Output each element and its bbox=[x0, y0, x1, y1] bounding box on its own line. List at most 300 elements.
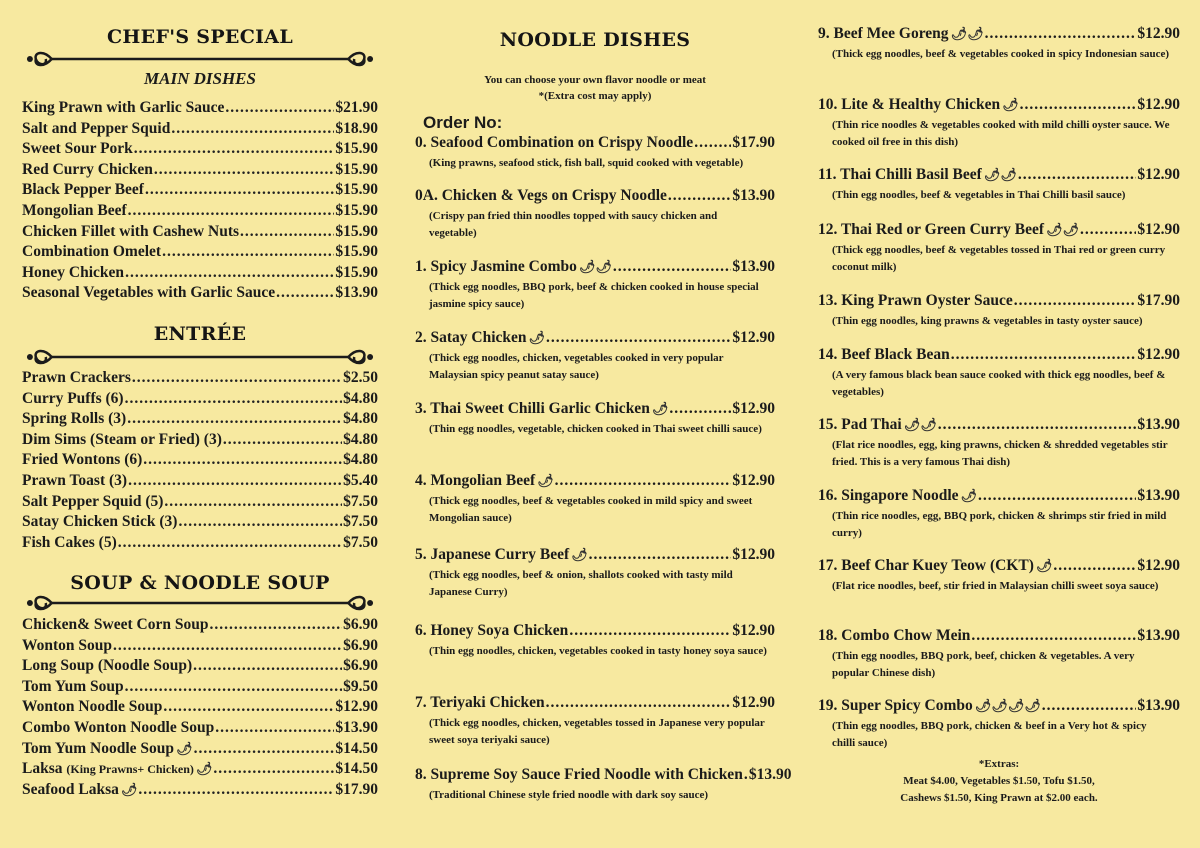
noodle-item bbox=[415, 134, 775, 172]
item-price: $17.90 bbox=[1137, 292, 1180, 309]
item-price: $15.90 bbox=[335, 202, 378, 219]
item-name bbox=[22, 181, 144, 199]
item-price: $13.90 bbox=[732, 258, 775, 275]
item-name: 1. Spicy Jasmine Combo bbox=[415, 258, 577, 275]
item-name bbox=[22, 637, 112, 655]
column-right bbox=[818, 0, 1180, 848]
item-price: $7.50 bbox=[343, 533, 378, 551]
leader-dots bbox=[546, 694, 732, 712]
item-description: (Thick egg noodles, chicken, vegetables tossed in Japanese very popular sweet soya teriyaki sauce) bbox=[429, 717, 765, 746]
item-name-text: Wonton Noodle Soup bbox=[22, 698, 163, 716]
item-description: (Thick egg noodles, BBQ pork, beef & chicken cooked in house special jasmine spicy sauce) bbox=[429, 281, 759, 310]
menu-item bbox=[22, 760, 378, 780]
leader-dots bbox=[145, 181, 334, 199]
noodle-item-line bbox=[415, 546, 775, 564]
item-name-text: Wonton Soup bbox=[22, 636, 113, 654]
noodle-item bbox=[818, 292, 1180, 330]
leader-dots bbox=[178, 513, 342, 531]
menu-item bbox=[22, 181, 378, 201]
ornamental-scroll-icon bbox=[22, 48, 378, 70]
noodle-item bbox=[415, 258, 775, 313]
noodle-item bbox=[818, 487, 1180, 542]
chili-icon: 🌶 bbox=[176, 740, 193, 756]
item-name: 0A. Chicken & Vegs on Crispy Noodle bbox=[415, 187, 667, 204]
noodle-item-line bbox=[818, 166, 1180, 184]
noodle-item-line bbox=[415, 472, 775, 490]
leader-dots bbox=[569, 622, 731, 640]
chili-icon: 🌶 bbox=[571, 547, 588, 562]
item-price: $13.90 bbox=[335, 284, 378, 302]
leader-dots bbox=[613, 258, 731, 276]
chili-icon: 🌶 bbox=[1002, 97, 1019, 112]
item-name-text: Curry Puffs (6) bbox=[22, 389, 124, 407]
item-price: $6.90 bbox=[343, 616, 378, 633]
menu-item bbox=[22, 223, 378, 243]
leader-dots bbox=[668, 187, 731, 205]
item-name bbox=[22, 161, 153, 179]
item-name: 16. Singapore Noodle bbox=[818, 487, 959, 504]
item-name bbox=[22, 740, 174, 758]
extras-title: *Extras: bbox=[978, 758, 1020, 770]
menu-item bbox=[22, 202, 378, 222]
ornamental-scroll-icon bbox=[22, 346, 378, 368]
menu-item bbox=[22, 390, 378, 410]
item-price: $14.50 bbox=[335, 760, 378, 778]
item-name: 2. Satay Chicken bbox=[415, 329, 527, 346]
item-name: 4. Mongolian Beef bbox=[415, 472, 536, 489]
item-name-text: Long Soup (Noodle Soup) bbox=[22, 657, 193, 675]
leader-dots bbox=[213, 760, 334, 778]
noodle-item-line bbox=[818, 25, 1180, 43]
item-description: (Thick egg noodles, chicken, vegetables cooked in very popular Malaysian spicy peanut satay sauce) bbox=[429, 352, 724, 381]
item-price: $12.90 bbox=[732, 472, 775, 489]
item-name bbox=[22, 120, 170, 138]
menu-item bbox=[22, 781, 378, 801]
item-name-text: Spring Rolls (3) bbox=[22, 410, 127, 428]
item-name: 10. Lite & Healthy Chicken bbox=[818, 96, 1001, 113]
menu-item bbox=[22, 161, 378, 181]
item-price: $13.90 bbox=[335, 719, 378, 736]
noodle-item bbox=[818, 697, 1180, 752]
noodle-item-line bbox=[818, 487, 1180, 505]
item-price: $12.90 bbox=[1137, 221, 1180, 238]
item-name: 12. Thai Red or Green Curry Beef bbox=[818, 221, 1045, 238]
leader-dots bbox=[971, 627, 1136, 645]
item-price: $15.90 bbox=[335, 181, 378, 199]
leader-dots bbox=[125, 678, 342, 696]
item-name-text: Satay Chicken Stick (3) bbox=[22, 513, 178, 531]
leader-dots bbox=[127, 410, 342, 428]
item-note: (King Prawns+ Chicken) bbox=[66, 762, 194, 777]
item-price: $12.90 bbox=[732, 400, 775, 417]
leader-dots bbox=[164, 493, 342, 511]
item-name bbox=[22, 534, 117, 552]
item-name: 11. Thai Chilli Basil Beef bbox=[818, 166, 982, 183]
item-description: (Thin egg noodles, BBQ pork, chicken & beef in a Very hot & spicy chilli sauce) bbox=[832, 720, 1147, 749]
item-price: $17.90 bbox=[732, 134, 775, 151]
menu-item bbox=[22, 284, 378, 304]
item-description: (Thin rice noodles & vegetables cooked with mild chilli oyster sauce. We cooked oil free in this dish) bbox=[832, 119, 1170, 148]
item-name bbox=[22, 719, 214, 737]
item-description: (Thin egg noodles, BBQ pork, beef, chicken & vegetables. A very popular Chinese dish) bbox=[832, 650, 1135, 679]
item-price: $12.90 bbox=[1137, 557, 1180, 574]
item-name: 13. King Prawn Oyster Sauce bbox=[818, 292, 1013, 309]
main-dishes-subtitle: MAIN DISHES bbox=[144, 69, 256, 88]
item-price: $12.90 bbox=[1137, 346, 1180, 363]
item-description: (Flat rice noodles, beef, stir fried in Malaysian chilli sweet soya sauce) bbox=[832, 580, 1159, 592]
item-price: $13.90 bbox=[1137, 416, 1180, 433]
item-price: $12.90 bbox=[1137, 166, 1180, 183]
noodle-item-line bbox=[818, 557, 1180, 575]
noodle-item bbox=[415, 694, 775, 749]
item-price: $14.50 bbox=[335, 739, 378, 757]
leader-dots bbox=[938, 416, 1137, 434]
noodle-item-line bbox=[818, 416, 1180, 434]
item-price: $7.50 bbox=[343, 513, 378, 531]
noodle-item bbox=[818, 627, 1180, 682]
item-price: $4.80 bbox=[343, 389, 378, 407]
leader-dots bbox=[163, 698, 334, 716]
noodle-item-line bbox=[415, 766, 792, 784]
leader-dots bbox=[134, 140, 335, 158]
item-price: $12.90 bbox=[732, 622, 775, 639]
item-price: $12.90 bbox=[335, 698, 378, 716]
leader-dots bbox=[1053, 557, 1136, 575]
noodle-item-line bbox=[415, 187, 775, 205]
column-middle bbox=[415, 0, 792, 848]
item-price: $13.90 bbox=[1137, 487, 1180, 504]
item-description: (Flat rice noodles, egg, king prawns, chicken & shredded vegetables stir fried. This is a very famous Thai dish) bbox=[832, 439, 1168, 468]
item-description: (Thick egg noodles, beef & vegetables cooked in mild spicy and sweet Mongolian sauce) bbox=[429, 495, 753, 524]
item-name bbox=[22, 493, 163, 511]
item-description: (Thin egg noodles, vegetable, chicken cooked in Thai sweet chilli sauce) bbox=[429, 423, 762, 435]
item-name: 19. Super Spicy Combo bbox=[818, 697, 973, 714]
leader-dots bbox=[128, 472, 342, 490]
chili-icon: 🌶 bbox=[120, 781, 138, 797]
item-price: $9.50 bbox=[343, 677, 378, 695]
item-description: (Thin rice noodles, egg, BBQ pork, chicken & shrimps stir fried in mild curry) bbox=[832, 510, 1167, 539]
menu-item bbox=[22, 264, 378, 284]
noodle-item bbox=[818, 346, 1180, 401]
item-name bbox=[22, 390, 124, 408]
item-description: (King prawns, seafood stick, fish ball, squid cooked with vegetable) bbox=[429, 157, 744, 169]
leader-dots bbox=[240, 223, 334, 241]
leader-dots bbox=[125, 390, 343, 408]
item-name bbox=[22, 284, 275, 302]
extras-line-2: Cashews $1.50, King Prawn at $2.00 each. bbox=[900, 792, 1098, 804]
menu-item bbox=[22, 740, 378, 760]
item-price: $17.90 bbox=[335, 780, 378, 798]
leader-dots bbox=[1014, 292, 1137, 310]
noodle-item-line bbox=[818, 221, 1180, 239]
leader-dots bbox=[546, 329, 731, 347]
menu-item bbox=[22, 99, 378, 119]
item-name-text: Tom Yum Soup bbox=[22, 677, 124, 695]
item-price: $12.90 bbox=[732, 546, 775, 563]
chili-icon: 🌶 bbox=[537, 473, 554, 488]
item-name: 5. Japanese Curry Beef bbox=[415, 546, 570, 563]
chili-icon: 🌶 bbox=[195, 761, 213, 777]
item-description: (Crispy pan fried thin noodles topped with saucy chicken and vegetable) bbox=[429, 210, 718, 239]
leader-dots bbox=[125, 264, 334, 282]
noodle-item-line bbox=[415, 622, 775, 640]
item-name bbox=[22, 243, 161, 261]
extras-block bbox=[818, 756, 1180, 807]
item-price: $15.90 bbox=[335, 263, 378, 281]
item-price: $2.50 bbox=[343, 369, 378, 386]
item-name: 15. Pad Thai bbox=[818, 416, 902, 433]
item-name bbox=[22, 140, 133, 158]
item-description: (Thin egg noodles, beef & vegetables in Thai Chilli basil sauce) bbox=[832, 189, 1126, 201]
item-description: (Thick egg noodles, beef & vegetables tossed in Thai red or green curry coconut milk) bbox=[832, 244, 1166, 273]
menu-item bbox=[22, 410, 378, 430]
item-name: 0. Seafood Combination on Crispy Noodle bbox=[415, 134, 694, 151]
leader-dots bbox=[555, 472, 732, 490]
item-description: (A very famous black bean sauce cooked with thick egg noodles, beef & vegetables) bbox=[832, 369, 1166, 398]
item-price: $6.90 bbox=[343, 657, 378, 675]
column-left bbox=[22, 0, 378, 848]
item-description: (Thick egg noodles, beef & onion, shallots cooked with tasty mild Japanese Curry) bbox=[429, 569, 733, 598]
leader-dots bbox=[223, 431, 342, 449]
intro-line-2: *(Extra cost may apply) bbox=[538, 90, 652, 102]
noodle-item-line bbox=[818, 292, 1180, 310]
item-price: $12.90 bbox=[732, 694, 775, 711]
leader-dots bbox=[669, 400, 731, 418]
item-name bbox=[22, 760, 194, 778]
menu-item bbox=[22, 431, 378, 451]
noodle-item bbox=[415, 329, 775, 384]
item-name-text: Chicken Fillet with Cashew Nuts bbox=[22, 222, 240, 240]
menu-item bbox=[22, 657, 378, 677]
item-name: 17. Beef Char Kuey Teow (CKT) bbox=[818, 557, 1034, 574]
item-name-text: Dim Sims (Steam or Fried) (3) bbox=[22, 430, 222, 448]
menu-item bbox=[22, 534, 378, 554]
noodle-item-line bbox=[415, 134, 775, 152]
chili-icon: 🌶 bbox=[651, 401, 669, 416]
item-name-text: Combination Omelet bbox=[22, 243, 162, 261]
item-price: $4.80 bbox=[343, 451, 378, 469]
leader-dots bbox=[1018, 166, 1137, 184]
item-price: $4.80 bbox=[343, 410, 378, 428]
item-name bbox=[22, 410, 126, 428]
item-price: $6.90 bbox=[343, 636, 378, 654]
noodle-item bbox=[818, 557, 1180, 595]
item-description: (Thick egg noodles, beef & vegetables cooked in spicy Indonesian sauce) bbox=[832, 48, 1170, 60]
menu-item bbox=[22, 451, 378, 471]
menu-item bbox=[22, 140, 378, 160]
noodle-item bbox=[818, 96, 1180, 151]
item-name bbox=[22, 223, 239, 241]
item-name bbox=[22, 513, 177, 531]
chili-icon: 🌶🌶 bbox=[950, 26, 984, 41]
noodle-item-line bbox=[818, 346, 1180, 364]
chili-icon: 🌶 bbox=[1035, 558, 1053, 573]
item-price: $4.80 bbox=[343, 430, 378, 448]
chefs-special-title: CHEF'S SPECIAL bbox=[107, 26, 293, 48]
menu-item bbox=[22, 678, 378, 698]
item-name-text: Seafood Laksa bbox=[22, 780, 119, 798]
item-name: 9. Beef Mee Goreng bbox=[818, 25, 949, 42]
leader-dots bbox=[589, 546, 732, 564]
noodle-item bbox=[415, 472, 775, 527]
chili-icon: 🌶🌶🌶🌶 bbox=[974, 698, 1041, 713]
leader-dots bbox=[162, 243, 334, 261]
chili-icon: 🌶🌶 bbox=[903, 417, 937, 432]
noodle-item-line bbox=[415, 400, 775, 418]
intro-line-1: You can choose your own flavor noodle or meat bbox=[484, 74, 706, 86]
item-name bbox=[22, 264, 124, 282]
noodle-item bbox=[415, 400, 775, 438]
leader-dots bbox=[951, 346, 1137, 364]
leader-dots bbox=[138, 781, 334, 799]
menu-item bbox=[22, 698, 378, 718]
item-name: 18. Combo Chow Mein bbox=[818, 627, 971, 644]
item-name-text: Prawn Crackers bbox=[22, 369, 131, 386]
noodle-item-line bbox=[415, 258, 775, 276]
leader-dots bbox=[118, 534, 342, 552]
menu-item bbox=[22, 120, 378, 140]
leader-dots bbox=[113, 637, 342, 655]
item-name bbox=[22, 202, 127, 220]
item-price: $12.90 bbox=[1137, 96, 1180, 113]
item-name-text: Combo Wonton Noodle Soup bbox=[22, 719, 215, 736]
leader-dots bbox=[128, 202, 335, 220]
item-price: $15.90 bbox=[335, 222, 378, 240]
leader-dots bbox=[171, 120, 334, 138]
extras-line-1: Meat $4.00, Vegetables $1.50, Tofu $1.50, bbox=[903, 775, 1095, 787]
menu-item bbox=[22, 472, 378, 492]
item-name bbox=[22, 781, 119, 799]
item-price: $5.40 bbox=[343, 472, 378, 489]
item-name bbox=[22, 678, 124, 696]
menu-item bbox=[22, 369, 378, 389]
item-name: 14. Beef Black Bean bbox=[818, 346, 950, 363]
chili-icon: 🌶 bbox=[528, 330, 546, 345]
item-name-text: Fried Wontons (6) bbox=[22, 451, 143, 469]
leader-dots bbox=[276, 284, 334, 302]
item-description: (Thin egg noodles, chicken, vegetables cooked in tasty honey soya sauce) bbox=[429, 645, 767, 657]
noodle-intro bbox=[415, 72, 775, 104]
menu-item bbox=[22, 243, 378, 263]
item-name bbox=[22, 451, 142, 469]
item-price: $18.90 bbox=[335, 119, 378, 137]
leader-dots bbox=[143, 451, 342, 469]
item-price: $13.90 bbox=[748, 766, 792, 783]
item-price: $13.90 bbox=[1137, 697, 1180, 714]
item-name: 6. Honey Soya Chicken bbox=[415, 622, 569, 639]
leader-dots bbox=[694, 134, 731, 152]
item-name bbox=[22, 99, 224, 117]
item-price: $15.90 bbox=[335, 243, 378, 261]
leader-dots bbox=[978, 487, 1136, 505]
noodle-dishes-title: NOODLE DISHES bbox=[499, 29, 691, 51]
item-name-text: Black Pepper Beef bbox=[22, 181, 144, 199]
chili-icon: 🌶 bbox=[960, 488, 978, 503]
leader-dots bbox=[1080, 221, 1136, 239]
item-name-text: Red Curry Chicken bbox=[22, 160, 153, 178]
noodle-item bbox=[415, 187, 775, 242]
item-name bbox=[22, 698, 162, 716]
menu-item bbox=[22, 493, 378, 513]
noodle-item bbox=[415, 766, 792, 804]
item-price: $12.90 bbox=[732, 329, 775, 346]
leader-dots bbox=[985, 25, 1137, 43]
noodle-item-line bbox=[818, 96, 1180, 114]
item-price: $13.90 bbox=[1137, 627, 1180, 644]
noodle-item bbox=[818, 166, 1180, 204]
item-name bbox=[22, 657, 192, 675]
noodle-item bbox=[415, 546, 775, 601]
menu-item bbox=[22, 637, 378, 657]
leader-dots bbox=[132, 369, 342, 387]
chili-icon: 🌶🌶 bbox=[578, 259, 612, 274]
item-name: 3. Thai Sweet Chilli Garlic Chicken bbox=[415, 400, 650, 417]
leader-dots bbox=[744, 766, 748, 784]
menu-item bbox=[22, 616, 378, 636]
noodle-item-line bbox=[415, 329, 775, 347]
item-description: (Thin egg noodles, king prawns & vegetables in tasty oyster sauce) bbox=[832, 315, 1143, 327]
chili-icon: 🌶🌶 bbox=[983, 167, 1017, 182]
item-name-text: Prawn Toast (3) bbox=[22, 472, 128, 489]
entree-title: ENTRÉE bbox=[153, 323, 247, 345]
menu-item bbox=[22, 719, 378, 739]
item-price: $15.90 bbox=[335, 160, 378, 178]
item-name-text: Chicken& Sweet Corn Soup bbox=[22, 616, 209, 633]
item-price: $15.90 bbox=[335, 140, 378, 158]
noodle-item-line bbox=[415, 694, 775, 712]
leader-dots bbox=[154, 161, 334, 179]
item-name-text: Honey Chicken bbox=[22, 263, 125, 281]
item-name-text: Tom Yum Noodle Soup bbox=[22, 739, 175, 757]
item-name bbox=[22, 472, 127, 490]
item-name bbox=[22, 616, 208, 634]
order-no-label: Order No: bbox=[423, 113, 503, 132]
leader-dots bbox=[1020, 96, 1137, 114]
noodle-item bbox=[415, 622, 775, 660]
item-price: $7.50 bbox=[343, 492, 378, 510]
item-name-text: Salt Pepper Squid (5) bbox=[22, 492, 164, 510]
item-name-text: Seasonal Vegetables with Garlic Sauce bbox=[22, 284, 276, 302]
item-name: 8. Supreme Soy Sauce Fried Noodle with Chicken bbox=[415, 766, 743, 783]
item-price: $13.90 bbox=[732, 187, 775, 204]
ornamental-scroll-icon bbox=[22, 592, 378, 614]
item-name bbox=[22, 431, 222, 449]
item-price: $12.90 bbox=[1137, 25, 1180, 42]
leader-dots bbox=[1042, 697, 1137, 715]
menu-item bbox=[22, 513, 378, 533]
noodle-item-line bbox=[818, 697, 1180, 715]
item-name: 7. Teriyaki Chicken bbox=[415, 694, 545, 711]
leader-dots bbox=[193, 657, 342, 675]
item-description: (Traditional Chinese style fried noodle with dark soy sauce) bbox=[429, 789, 709, 801]
item-price: $21.90 bbox=[335, 99, 378, 116]
noodle-item bbox=[818, 25, 1180, 63]
item-name-text: Laksa bbox=[22, 760, 63, 778]
leader-dots bbox=[209, 616, 342, 634]
noodle-item bbox=[818, 221, 1180, 276]
item-name-text: Mongolian Beef bbox=[22, 202, 127, 219]
leader-dots bbox=[194, 740, 335, 758]
noodle-item-line bbox=[818, 627, 1180, 645]
item-name-text: Salt and Pepper Squid bbox=[22, 119, 171, 137]
noodle-item bbox=[818, 416, 1180, 471]
item-name-text: Fish Cakes (5) bbox=[22, 533, 117, 551]
leader-dots bbox=[215, 719, 334, 737]
soup-title: SOUP & NOODLE SOUP bbox=[70, 572, 330, 594]
chili-icon: 🌶🌶 bbox=[1046, 222, 1080, 237]
leader-dots bbox=[225, 99, 334, 117]
item-name-text: Sweet Sour Pork bbox=[22, 140, 133, 158]
